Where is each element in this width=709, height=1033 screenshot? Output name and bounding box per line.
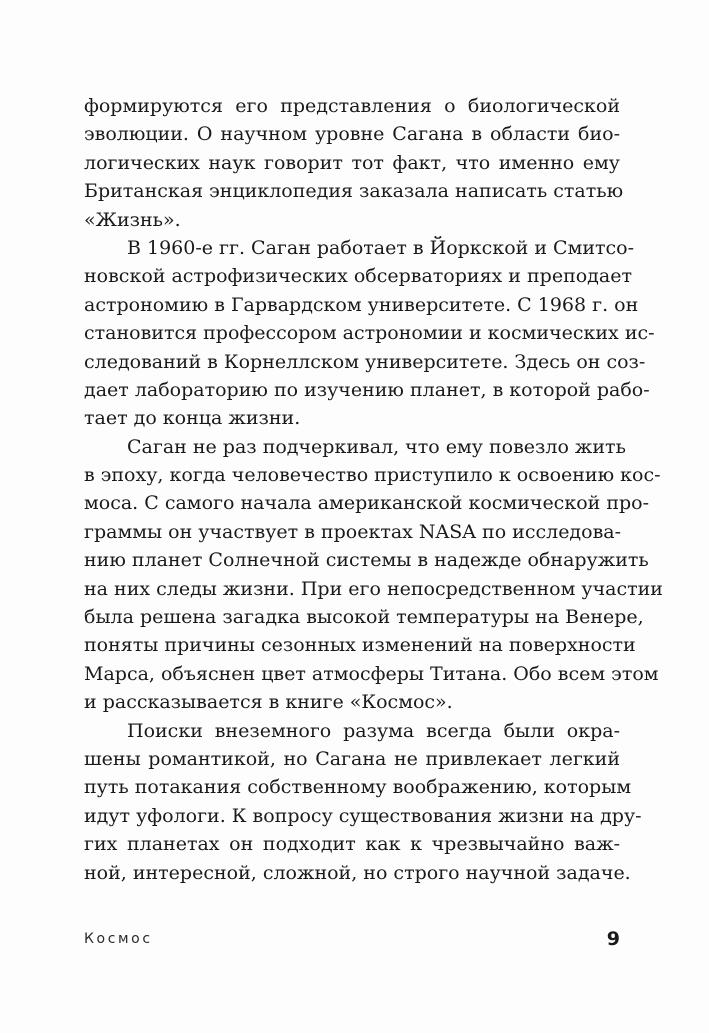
text-line: и рассказывается в книге «Космос». (84, 691, 453, 714)
body-text (84, 92, 663, 887)
text-line: моса. С самого начала американской космической про- (84, 492, 650, 515)
text-line: в эпоху, когда человечество приступило к освоению кос- (84, 464, 661, 487)
text-line: граммы он участвует в проектах NASA по исследова- (84, 520, 622, 543)
paragraph-4 (84, 717, 642, 887)
paragraph-2 (84, 234, 655, 433)
text-line: новской астрофизических обсерваториях и преподает (84, 265, 632, 288)
text-line: шены романтикой, но Сагана не привлекает легкий (84, 747, 620, 770)
page-footer (84, 928, 620, 955)
text-line: путь потакания собственному воображению, которым (84, 776, 632, 799)
text-line: эволюции. О научном уровне Сагана в области био- (84, 123, 620, 146)
text-line: Марса, объяснен цвет атмосферы Титана. Обо всем этом (84, 662, 659, 685)
text-line: на них следы жизни. При его непосредственном участии (84, 577, 663, 600)
text-line: Саган не раз подчеркивал, что ему повезло жить (127, 435, 626, 458)
text-line: нию планет Солнечной системы в надежде обнаружить (84, 549, 649, 572)
text-line: Поиски внеземного разума всегда были окра- (127, 719, 620, 742)
text-line: идут уфологи. К вопросу существования жизни на дру- (84, 804, 642, 827)
paragraph-3 (84, 433, 663, 717)
text-line: гих планетах он подходит как к чрезвычайно важ- (84, 833, 620, 856)
text-line: была решена загадка высокой температуры на Венере, (84, 606, 644, 629)
text-line: астрономию в Гарвардском университете. С 1968 г. он (84, 293, 639, 316)
text-line: «Жизнь». (84, 208, 181, 231)
text-line: В 1960-е гг. Саган работает в Йоркской и Смитсо- (127, 236, 635, 259)
text-line: формируются его представления о биологической (84, 95, 620, 117)
text-line: тает до конца жизни. (84, 407, 301, 430)
running-title: Космос (84, 931, 153, 947)
page-number: 9 (606, 928, 620, 950)
text-line: дает лабораторию по изучению планет, в которой рабо- (84, 378, 650, 401)
text-line: Британская энциклопедия заказала написать статью (84, 180, 624, 203)
text-line: ной, интересной, сложной, но строго научной задаче. (84, 861, 631, 884)
text-line: поняты причины сезонных изменений на поверхности (84, 634, 636, 657)
text-line: логических наук говорит тот факт, что именно ему (84, 151, 620, 174)
paragraph-1 (84, 92, 624, 234)
text-line: следований в Корнеллском университете. Здесь он соз- (84, 350, 646, 373)
text-line: становится профессором астрономии и космических ис- (84, 322, 655, 345)
